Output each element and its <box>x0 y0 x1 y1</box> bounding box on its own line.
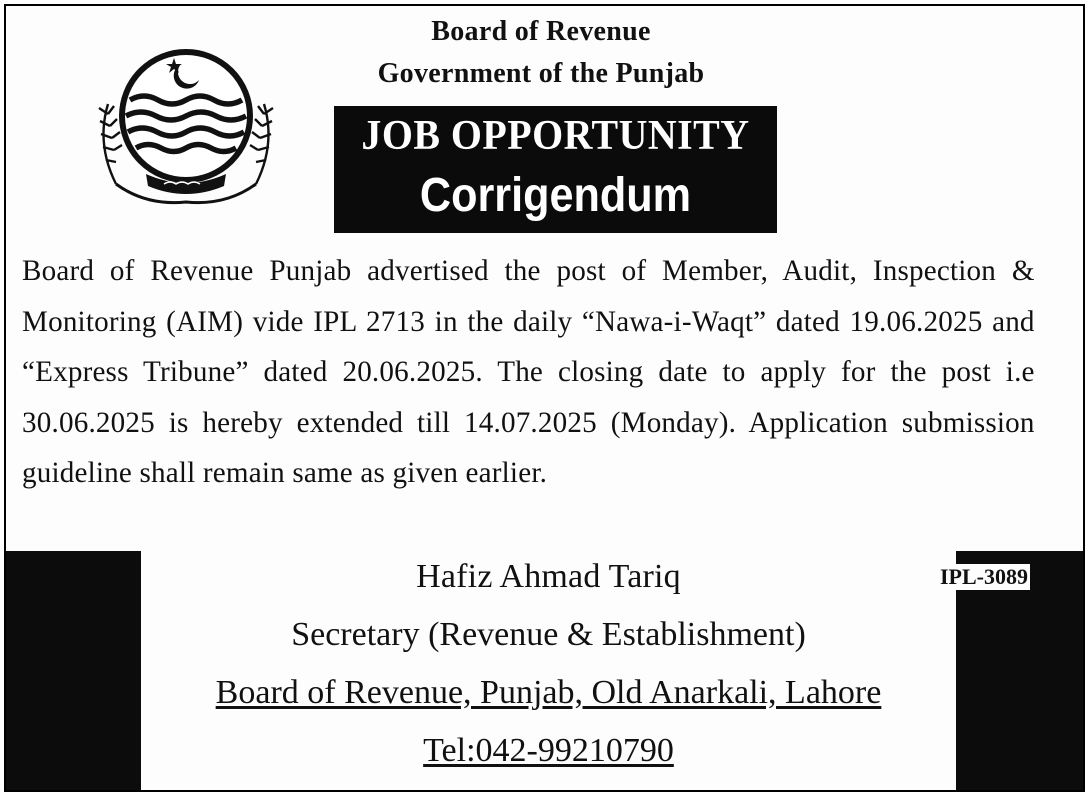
signatory-designation: Secretary (Revenue & Establishment) <box>291 616 806 653</box>
org-name: Board of Revenue <box>431 16 651 47</box>
office-address: Board of Revenue, Punjab, Old Anarkali, Lahore <box>215 674 882 711</box>
ipl-number: IPL-3089 <box>940 564 1028 589</box>
punjab-emblem-icon <box>86 34 286 214</box>
job-opportunity-heading: JOB OPPORTUNITY <box>361 113 750 159</box>
corrigendum-heading: Corrigendum <box>419 169 692 222</box>
title-banner <box>334 106 777 233</box>
government-name: Government of the Punjab <box>377 58 705 89</box>
signatory-name: Hafiz Ahmad Tariq <box>416 558 681 595</box>
advertisement-frame <box>4 4 1085 792</box>
corrigendum-body: Board of Revenue Punjab advertised the post of Member, Audit, Inspection & Monitoring (AIM) vide IPL 2713 in the daily “Nawa-i-Waqt” dated 19.06.2025 and “Express Tribune” dated 20.06.2025. The closing date to apply for the post i.e 30.06.2025 is hereby extended till 14.07.2025 (Monday). Application submission guideline shall remain same as given earlier. <box>22 254 1035 489</box>
contact-phone: Tel:042-99210790 <box>423 732 674 769</box>
